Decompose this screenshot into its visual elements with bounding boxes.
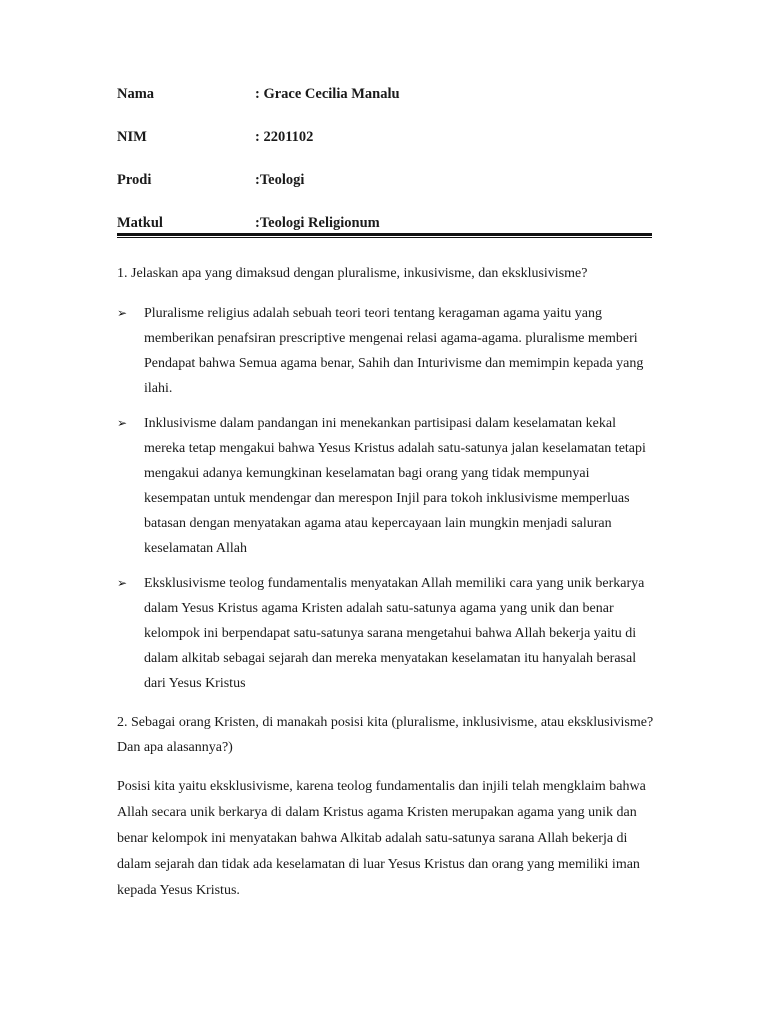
header-divider-thin bbox=[117, 237, 652, 238]
prodi-label: Prodi bbox=[117, 172, 152, 188]
document-body bbox=[117, 261, 657, 904]
list-item-text: Eksklusivisme teolog fundamentalis menyatakan Allah memiliki cara yang unik berkarya dalam Yesus Kristus agama Kristen adalah satu-satunya agama yang unik dan benar kelompok ini berpendapat satu-satunya sarana mengetahui bahwa Allah bekerja yaitu di dalam alkitab sebagai sejarah dan mereka menyatakan keselamatan itu hanyalah berasal dari Yesus Kristus bbox=[144, 576, 645, 691]
nim-label: NIM bbox=[117, 129, 147, 145]
list-item-text: Pluralisme religius adalah sebuah teori teori tentang keragaman agama yaitu yang memberikan penafsiran prescriptive mengenai relasi agama-agama. pluralisme memberi Pendapat bahwa Semua agama benar, Sahih dan Inturivisme dan memimpin kepada yang ilahi. bbox=[144, 306, 644, 396]
definition-list bbox=[117, 301, 657, 696]
arrow-bullet-icon: ➢ bbox=[117, 576, 128, 590]
list-item-inklusivisme bbox=[117, 411, 657, 561]
answer-2: Posisi kita yaitu eksklusivisme, karena teolog fundamentalis dan injili telah mengklaim bahwa Allah secara unik berkarya di dalam Kristus agama Kristen merupakan agama yang unik dan benar kelompok ini menyatakan bahwa Alkitab adalah satu-satunya sarana Allah bekerja di dalam sejarah dan tidak ada keselamatan di luar Yesus Kristus dan orang yang memiliki iman kepada Yesus Kristus. bbox=[117, 779, 646, 898]
question-2: 2. Sebagai orang Kristen, di manakah posisi kita (pluralisme, inklusivisme, atau eksklusivisme? Dan apa alasannya?) bbox=[117, 715, 654, 755]
matkul-label: Matkul bbox=[117, 215, 163, 231]
nim-value: : 2201102 bbox=[255, 129, 314, 145]
matkul-value: :Teologi Religionum bbox=[255, 215, 380, 231]
list-item-eksklusivisme bbox=[117, 571, 657, 696]
prodi-value: :Teologi bbox=[255, 172, 305, 188]
arrow-bullet-icon: ➢ bbox=[117, 416, 128, 430]
list-item-text: Inklusivisme dalam pandangan ini menekankan partisipasi dalam keselamatan kekal mereka tetap mengakui bahwa Yesus Kristus adalah satu-satunya jalan keselamatan tetapi mengakui adanya kemungkinan keselamatan bagi orang yang tidak mempunyai kesempatan untuk mendengar dan merespon Injil para tokoh inklusivisme memperluas batasan dengan menyatakan agama atau kepercayaan lain mungkin menjadi saluran keselamatan Allah bbox=[144, 416, 646, 556]
nama-row bbox=[117, 86, 652, 107]
header-divider-thick bbox=[117, 233, 652, 236]
arrow-bullet-icon: ➢ bbox=[117, 306, 128, 320]
question-1: 1. Jelaskan apa yang dimaksud dengan pluralisme, inkusivisme, dan eksklusivisme? bbox=[117, 266, 588, 281]
nim-row bbox=[117, 129, 652, 150]
nama-label: Nama bbox=[117, 86, 155, 102]
list-item-pluralisme bbox=[117, 301, 657, 401]
nama-value: : Grace Cecilia Manalu bbox=[255, 86, 400, 102]
prodi-row bbox=[117, 172, 652, 193]
